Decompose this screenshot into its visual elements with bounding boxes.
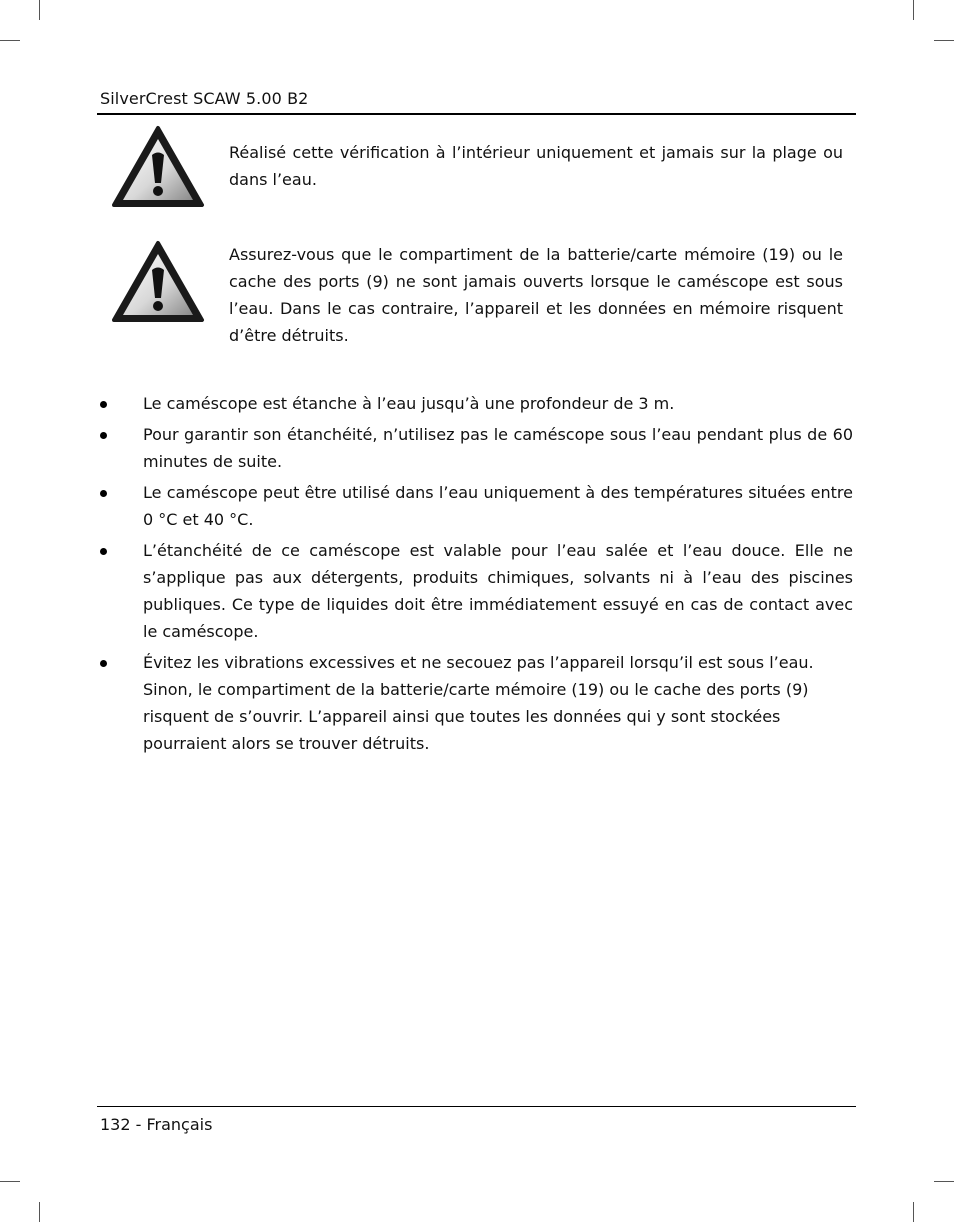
crop-mark: [934, 1181, 954, 1182]
crop-mark: [913, 1202, 914, 1222]
warning-text: Assurez-vous que le compartiment de la batterie/carte mémoire (19) ou le cache des ports (9) ne sont jamais ouverts lorsque le caméscope est sous l’eau. Dans le cas contraire, l’appareil et les données en mémoire risquent d’être détruits.: [229, 245, 843, 345]
bullet-icon: [100, 548, 107, 555]
crop-mark: [0, 1181, 20, 1182]
list-item: [97, 649, 853, 757]
footer-rule: [97, 1106, 856, 1107]
list-item: [97, 390, 853, 417]
list-item-text: Évitez les vibrations excessives et ne secouez pas l’appareil lorsqu’il est sous l’eau. Sinon, le compartiment de la batterie/carte mémoire (19) ou le cache des ports (9) risquent de s’ouvrir. L’appareil ainsi que toutes les données qui y sont stockées pourraient alors se trouver détruits.: [143, 653, 814, 753]
crop-mark: [39, 1202, 40, 1222]
warning-triangle-icon: [111, 240, 205, 324]
bullet-list: [97, 390, 853, 761]
crop-mark: [39, 0, 40, 20]
document-header-title: SilverCrest SCAW 5.00 B2: [100, 89, 309, 108]
warning-text: Réalisé cette vérification à l’intérieur uniquement et jamais sur la plage ou dans l’eau.: [229, 143, 843, 189]
crop-mark: [934, 40, 954, 41]
list-item: [97, 421, 853, 475]
bullet-icon: [100, 432, 107, 439]
warning-triangle-icon: [111, 125, 205, 209]
list-item-text: Le caméscope est étanche à l’eau jusqu’à une profondeur de 3 m.: [143, 394, 675, 413]
header-rule: [97, 113, 856, 115]
list-item-text: L’étanchéité de ce caméscope est valable pour l’eau salée et l’eau douce. Elle ne s’applique pas aux détergents, produits chimiques, solvants ni à l’eau des piscines publiques. Ce type de liquides doit être immédiatement essuyé en cas de contact avec le caméscope.: [143, 541, 853, 641]
list-item: [97, 479, 853, 533]
list-item-text: Pour garantir son étanchéité, n’utilisez pas le caméscope sous l’eau pendant plus de 60 minutes de suite.: [143, 425, 853, 471]
crop-mark: [0, 40, 20, 41]
list-item: [97, 537, 853, 645]
bullet-icon: [100, 401, 107, 408]
page-number: 132 - Français: [100, 1115, 213, 1134]
bullet-icon: [100, 490, 107, 497]
crop-mark: [913, 0, 914, 20]
bullet-icon: [100, 660, 107, 667]
list-item-text: Le caméscope peut être utilisé dans l’eau uniquement à des températures situées entre 0 °C et 40 °C.: [143, 483, 853, 529]
